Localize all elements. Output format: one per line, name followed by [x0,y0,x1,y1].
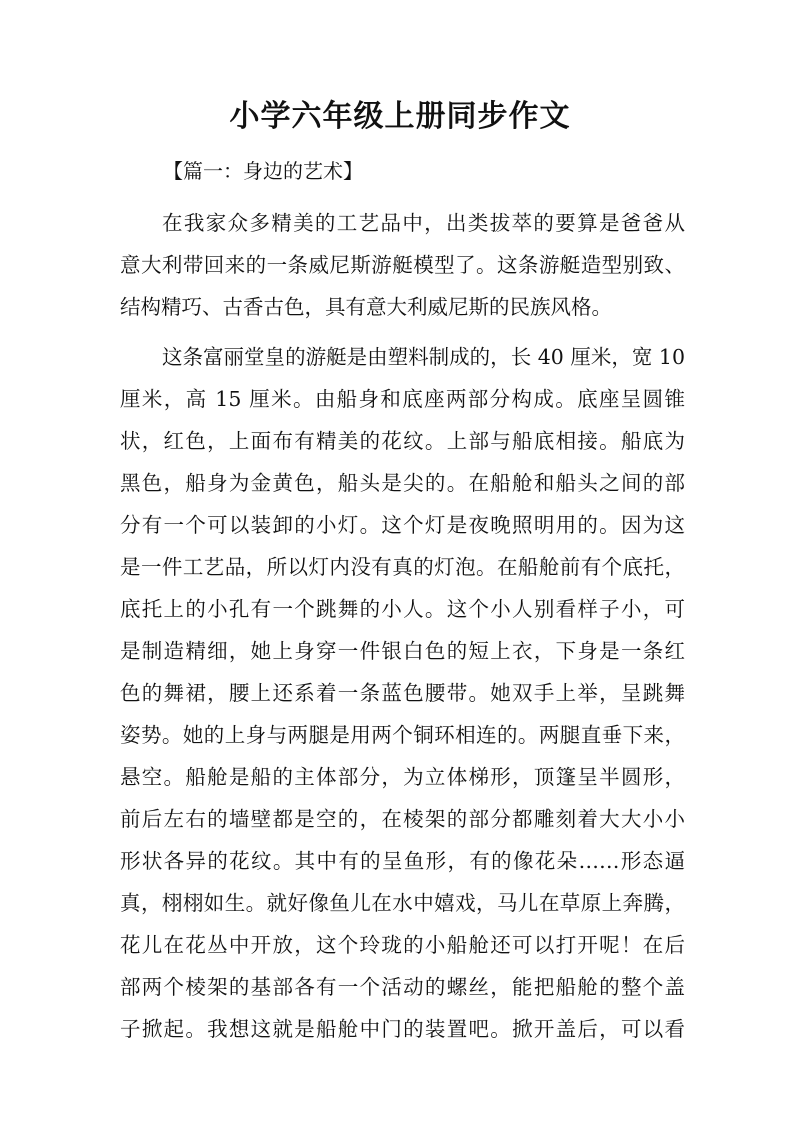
text-line: 花儿在花丛中开放，这个玲珑的小船舱还可以打开呢！在后 [120,933,685,957]
text-line: 结构精巧、古香古色，具有意大利威尼斯的民族风格。 [120,295,612,319]
section-heading: 【篇一：身边的艺术】 [163,159,363,183]
text-line: 这条富丽堂皇的游艇是由塑料制成的，长 40 厘米，宽 10 [162,345,685,369]
text-line: 子掀起。我想这就是船舱中门的装置吧。掀开盖后，可以看 [120,1017,685,1041]
paragraph [120,336,685,1050]
text-line: 真，栩栩如生。就好像鱼儿在水中嬉戏，马儿在草原上奔腾， [120,891,685,915]
text-line: 是制造精细，她上身穿一件银白色的短上衣，下身是一条红 [120,639,685,663]
text-line: 姿势。她的上身与两腿是用两个铜环相连的。两腿直垂下来， [120,723,685,747]
text-line: 分有一个可以装卸的小灯。这个灯是夜晚照明用的。因为这 [120,513,685,537]
text-line: 意大利带回来的一条威尼斯游艇模型了。这条游艇造型别致、 [120,253,685,277]
body-text [120,202,685,1050]
text-line: 是一件工艺品，所以灯内没有真的灯泡。在船舱前有个底托， [120,555,685,579]
text-line: 悬空。船舱是船的主体部分，为立体梯形，顶篷呈半圆形， [120,765,685,789]
text-line: 部两个棱架的基部各有一个活动的螺丝，能把船舱的整个盖 [120,975,685,999]
document-title: 小学六年级上册同步作文 [229,99,571,134]
text-line: 在我家众多精美的工艺品中，出类拔萃的要算是爸爸从 [162,211,685,235]
text-line: 底托上的小孔有一个跳舞的小人。这个小人别看样子小，可 [120,597,685,621]
text-line: 前后左右的墙壁都是空的，在棱架的部分都雕刻着大大小小 [120,807,685,831]
text-line: 形状各异的花纹。其中有的呈鱼形，有的像花朵……形态逼 [120,849,685,873]
text-line: 黑色，船身为金黄色，船头是尖的。在船舱和船头之间的部 [120,471,685,495]
text-line: 状，红色，上面布有精美的花纹。上部与船底相接。船底为 [120,429,685,453]
paragraph [120,202,685,328]
text-line: 厘米，高 15 厘米。由船身和底座两部分构成。底座呈圆锥 [120,387,685,411]
text-line: 色的舞裙，腰上还系着一条蓝色腰带。她双手上举，呈跳舞 [120,681,685,705]
